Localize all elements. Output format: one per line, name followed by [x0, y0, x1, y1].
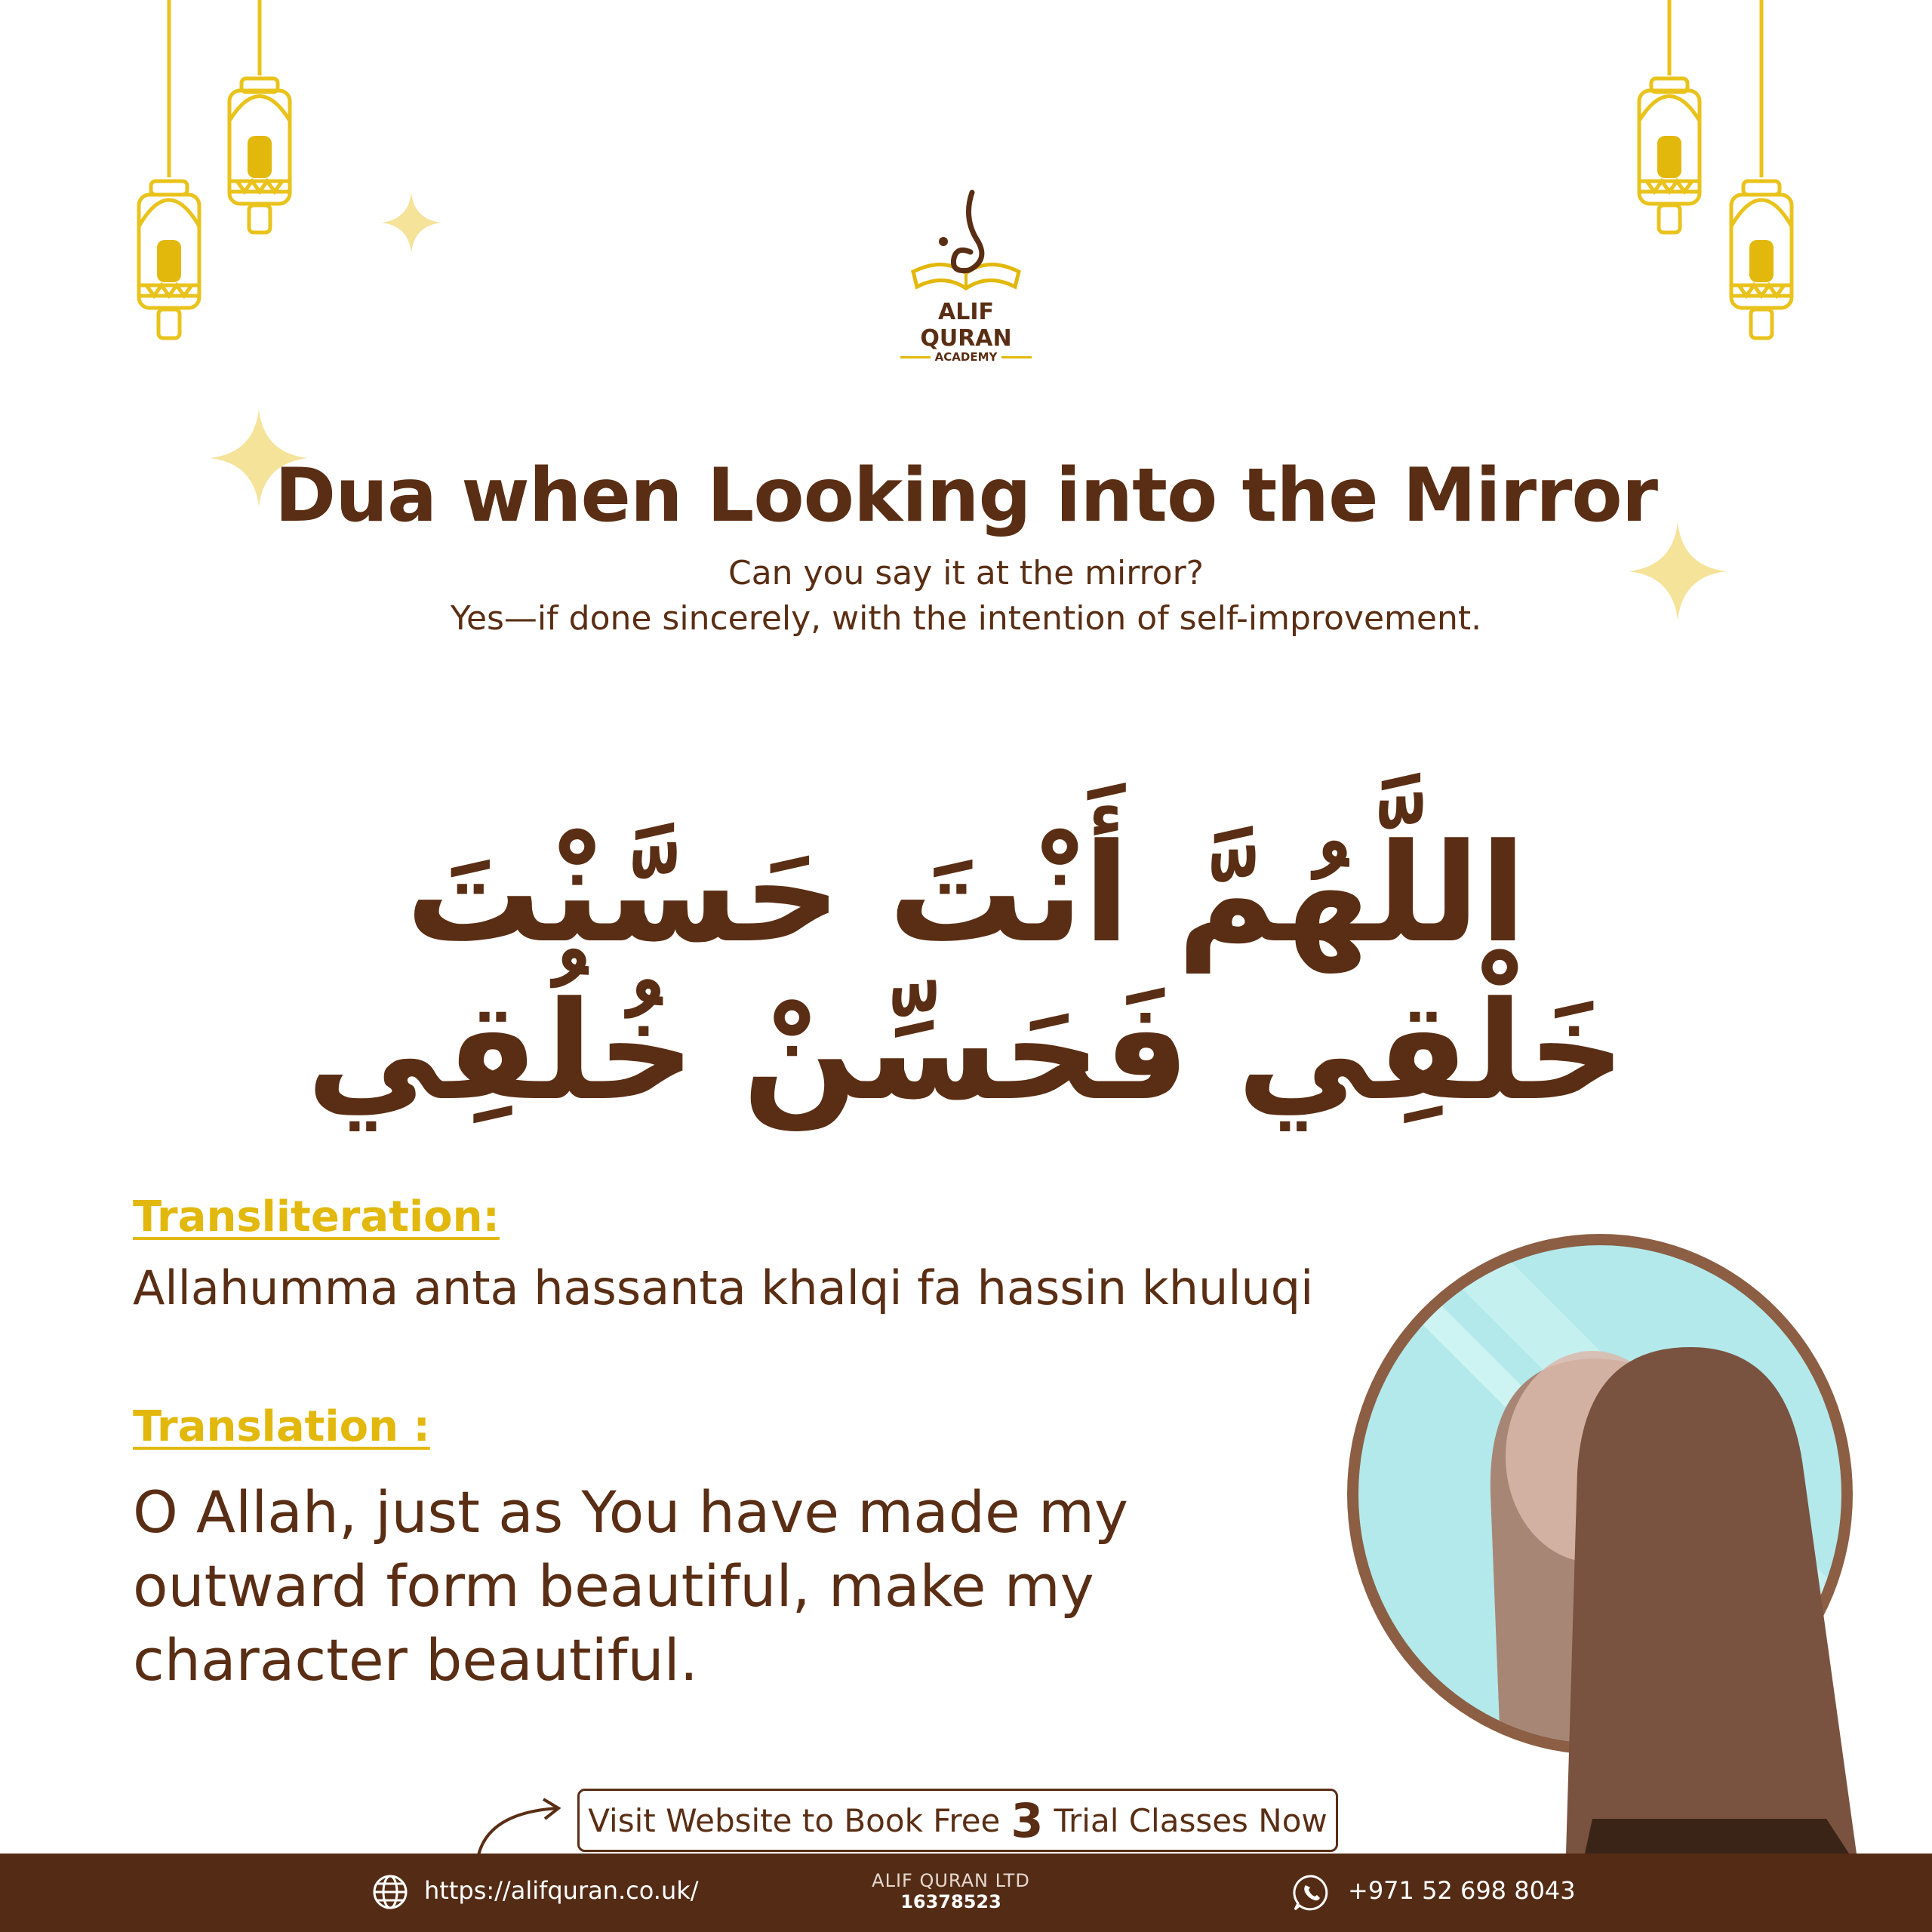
- subtitle-line-2: Yes—if done sincerely, with the intention of self-improvement.: [450, 599, 1482, 638]
- phone-number[interactable]: +971 52 698 8043: [1348, 1876, 1576, 1905]
- brand-name: ALIF QURAN: [920, 299, 1012, 352]
- globe-icon: [371, 1873, 409, 1911]
- alif-book-logo-icon: [891, 189, 1041, 302]
- cta-number: 3: [1011, 1792, 1044, 1848]
- curved-arrow-icon: [474, 1798, 565, 1858]
- book-trial-button[interactable]: [577, 1789, 1338, 1852]
- website-link[interactable]: https://alifquran.co.uk/: [424, 1876, 699, 1905]
- lantern-right-decoration: [1623, 0, 1819, 355]
- footer-bar: [0, 1854, 1932, 1932]
- arabic-dua-text: اللَّهُمَّ أَنْتَ حَسَّنْتَ خَلْقِي فَحَسِّنْ خُلُقِي: [306, 815, 1626, 1131]
- tagline-rule-left: [900, 356, 931, 358]
- transliteration-heading: Transliteration:: [133, 1192, 500, 1241]
- mirror-illustration: [1336, 1223, 1932, 1854]
- sparkle-small-icon: [381, 192, 441, 253]
- transliteration-text: Allahumma anta hassanta khalqi fa hassin khuluqi: [133, 1260, 1314, 1315]
- brand-tagline-text: ACADEMY: [934, 350, 998, 364]
- whatsapp-phone-icon: [1292, 1873, 1331, 1912]
- company-name: ALIF QURAN LTD: [872, 1870, 1030, 1891]
- company-info: [830, 1870, 1072, 1912]
- lantern-left-decoration: [121, 0, 317, 355]
- cta-text-before: Visit Website to Book Free: [588, 1801, 1001, 1839]
- subtitle-line-1: Can you say it at the mirror?: [728, 554, 1204, 592]
- page-title: Dua when Looking into the Mirror: [274, 453, 1658, 539]
- tagline-rule-right: [1001, 356, 1032, 358]
- translation-heading: Translation :: [133, 1402, 430, 1451]
- brand-tagline: [891, 350, 1041, 364]
- cta-text-after: Trial Classes Now: [1054, 1801, 1327, 1839]
- company-number: 16378523: [900, 1891, 1001, 1912]
- translation-text: O Allah, just as You have made my outward form beautiful, make my character beautiful.: [133, 1478, 1128, 1694]
- brand-logo: [891, 189, 1041, 364]
